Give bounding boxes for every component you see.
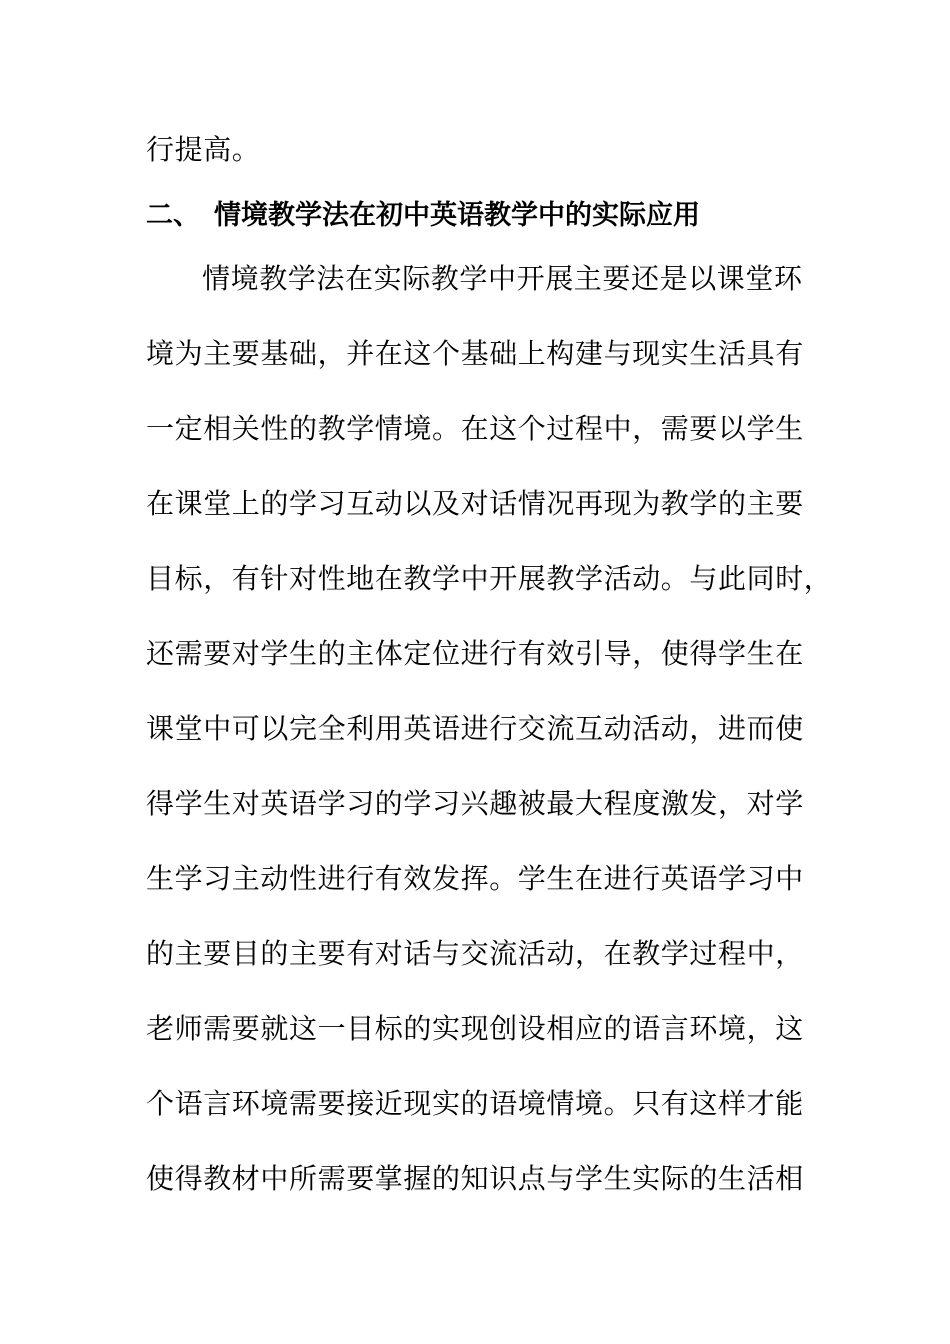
section-heading [146,198,700,234]
paragraph-line: 个语言环境需要接近现实的语境情境。只有这样才能 [146,1087,804,1120]
paragraph-line: 情境教学法在实际教学中开展主要还是以课堂环 [202,262,803,295]
section-title: 情境教学法在初中英语教学中的实际应用 [214,200,700,231]
paragraph-line: 在课堂上的学习互动以及对话情况再现为教学的主要 [146,487,804,520]
paragraph-line: 老师需要就这一目标的实现创设相应的语言环境，这 [146,1012,804,1045]
paragraph-line: 境为主要基础，并在这个基础上构建与现实生活具有 [146,337,804,370]
paragraph-line: 一定相关性的教学情境。在这个过程中，需要以学生 [146,412,804,445]
paragraph-line: 的主要目的主要有对话与交流活动，在教学过程中， [146,937,804,970]
paragraph-line: 课堂中可以完全利用英语进行交流互动活动，进而使 [146,712,804,745]
paragraph-line: 生学习主动性进行有效发挥。学生在进行英语学习中 [146,862,804,895]
paragraph-line: 目标，有针对性地在教学中开展教学活动。与此同时， [146,562,833,595]
section-number: 二、 [146,200,200,231]
paragraph-line: 得学生对英语学习的学习兴趣被最大程度激发，对学 [146,787,804,820]
paragraph-line: 使得教材中所需要掌握的知识点与学生实际的生活相 [146,1162,804,1195]
continuation-line: 行提高。 [146,133,261,166]
paragraph-line: 还需要对学生的主体定位进行有效引导，使得学生在 [146,637,804,670]
